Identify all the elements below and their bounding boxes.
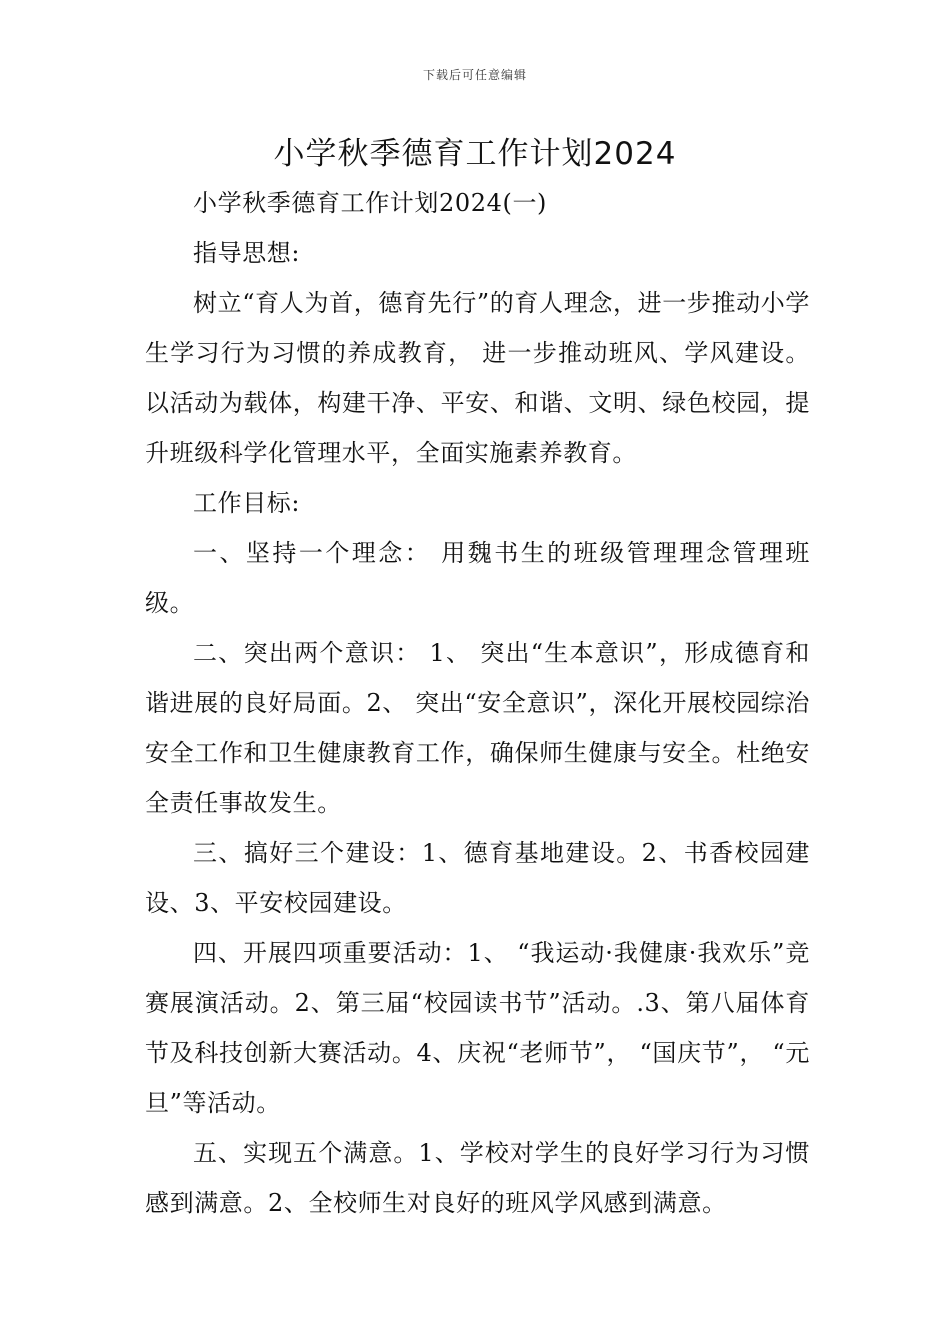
- document-body: [145, 178, 810, 1228]
- paragraph-goal-three: 三、搞好三个建设：1、德育基地建设。2、书香校园建设、3、平安校园建设。: [145, 839, 810, 917]
- paragraph-guiding-heading: 指导思想:: [193, 239, 301, 267]
- document-title: 小学秋季德育工作计划2024: [273, 136, 677, 172]
- paragraph-goal-one: 一、坚持一个理念： 用魏书生的班级管理理念管理班级。: [145, 539, 810, 617]
- paragraph-goal-five: 五、实现五个满意。1、学校对学生的良好学习行为习惯感到满意。2、全校师生对良好的班风学风感到满意。: [145, 1139, 810, 1217]
- paragraph-goal-four: 四、开展四项重要活动：1、 “我运动·我健康·我欢乐”竞赛展演活动。2、第三届“校园读书节”活动。.3、第八届体育节及科技创新大赛活动。4、庆祝“老师节”， “国庆节”， “元旦”等活动。: [145, 939, 810, 1117]
- paragraph-goal-two: 二、突出两个意识： 1、 突出“生本意识”，形成德育和谐进展的良好局面。2、 突出“安全意识”，深化开展校园综治安全工作和卫生健康教育工作，确保师生健康与安全。杜绝安全责任事故发生。: [145, 639, 810, 817]
- paragraph-goals-heading: 工作目标:: [193, 489, 301, 517]
- paragraph-subtitle: 小学秋季德育工作计划2024(一): [193, 189, 548, 217]
- header-note: 下载后可任意编辑: [422, 68, 527, 82]
- paragraph-guiding-content: 树立“育人为首，德育先行”的育人理念，进一步推动小学生学习行为习惯的养成教育， 进一步推动班风、学风建设。以活动为载体，构建干净、平安、和谐、文明、绿色校园，提升班级科学化管理水平，全面实施素养教育。: [145, 289, 810, 467]
